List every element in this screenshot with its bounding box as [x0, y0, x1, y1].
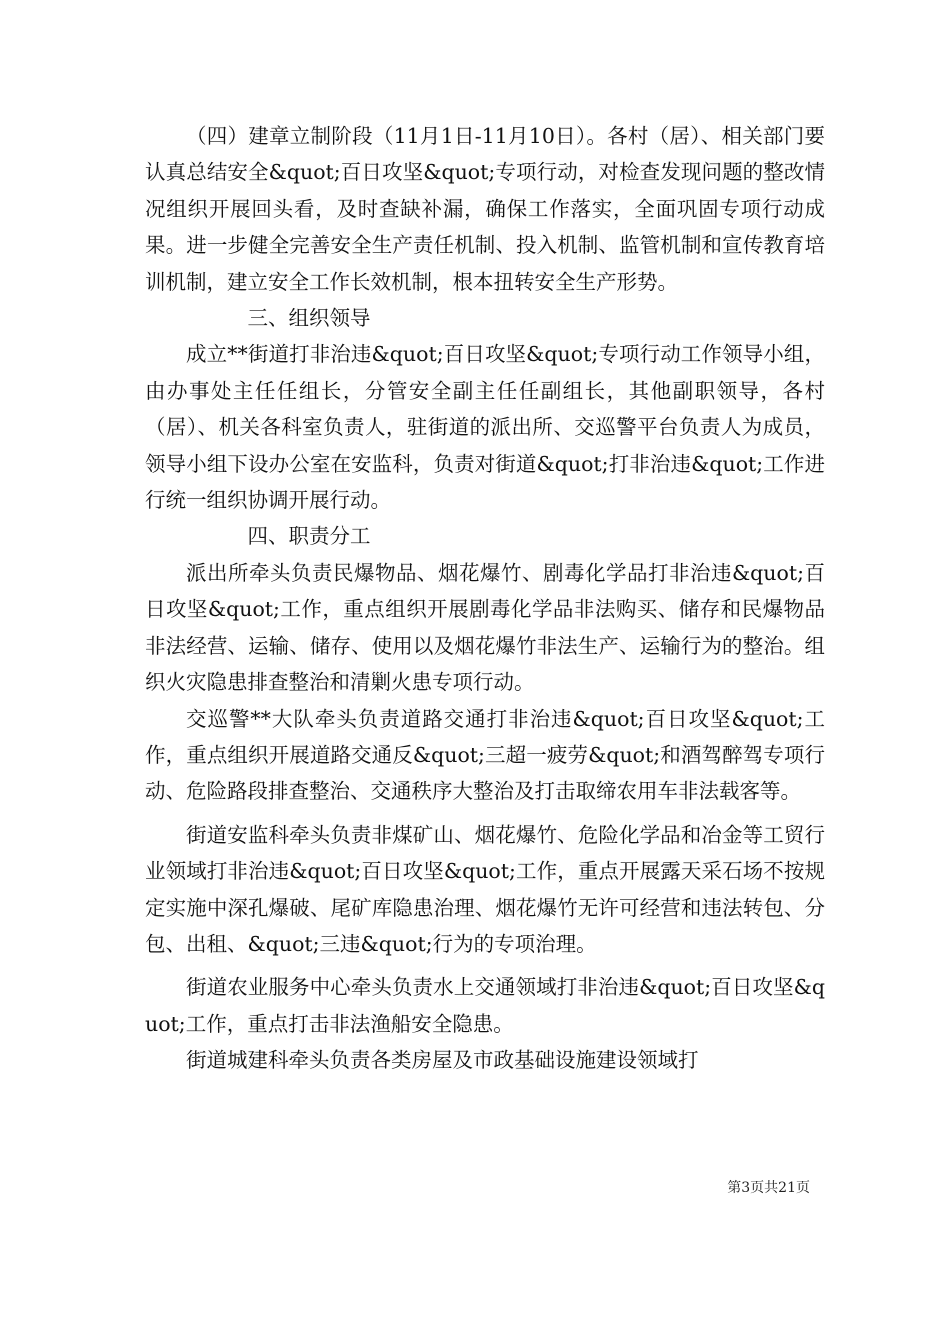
page-number: 第3页共21页	[727, 1180, 810, 1196]
paragraph-urban-construction: 街道城建科牵头负责各类房屋及市政基础设施建设领域打	[186, 1048, 699, 1073]
paragraph-police-station: 派出所牵头负责民爆物品、烟花爆竹、剧毒化学品打非治违&quot;百日攻坚&quot;工作，重点组织开展剧毒化学品非法购买、储存和民爆物品非法经营、运输、储存、使用以及烟花爆竹非法生产、运输行为的整治。组织火灾隐患排查整治和清剿火患专项行动。	[145, 560, 825, 695]
paragraph-safety-supervision: 街道安监科牵头负责非煤矿山、烟花爆竹、危险化学品和冶金等工贸行业领域打非治违&quot;百日攻坚&quot;工作，重点开展露天采石场不按规定实施中深孔爆破、尾矿库隐患治理、烟花爆竹无许可经营和违法转包、分包、出租、&quot;三违&quot;行为的专项治理。	[145, 822, 825, 956]
document-body	[145, 118, 825, 1079]
paragraph-agriculture-center: 街道农业服务中心牵头负责水上交通领域打非治违&quot;百日攻坚&quot;工作，重点打击非法渔船安全隐患。	[145, 975, 825, 1036]
paragraph-traffic-police: 交巡警**大队牵头负责道路交通打非治违&quot;百日攻坚&quot;工作，重点组织开展道路交通反&quot;三超一疲劳&quot;和酒驾醉驾专项行动、危险路段排查整治、交通秩序大整治及打击取缔农用车非法载客等。	[145, 706, 825, 804]
paragraph-leadership-group: 成立**街道打非治违&quot;百日攻坚&quot;专项行动工作领导小组，由办事处主任任组长，分管安全副主任任副组长，其他副职领导，各村（居）、机关各科室负责人，驻街道的派出所、交巡警平台负责人为成员，领导小组下设办公室在安监科，负责对街道&quot;打非治违&quot;工作进行统一组织协调开展行动。	[145, 342, 825, 513]
paragraph-stage-four: （四）建章立制阶段（11月1日-11月10日）。各村（居）、相关部门要认真总结安全&quot;百日攻坚&quot;专项行动，对检查发现问题的整改情况组织开展回头看，及时查缺补漏，确保工作落实，全面巩固专项行动成果。进一步健全完善安全生产责任机制、投入机制、监管机制和宣传教育培训机制，建立安全工作长效机制，根本扭转安全生产形势。	[145, 124, 825, 294]
heading-responsibilities: 四、职责分工	[247, 524, 371, 549]
heading-organization: 三、组织领导	[247, 306, 371, 331]
